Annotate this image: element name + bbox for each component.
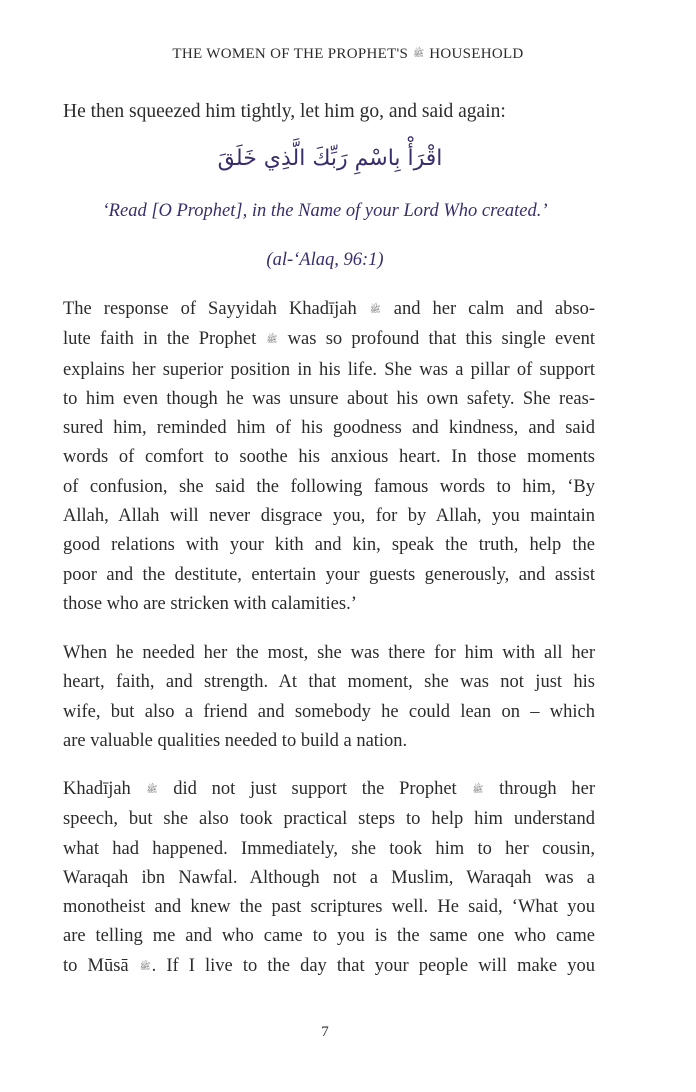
text-line: of confusion, she said the following famous words to him, ‘By [63, 476, 595, 497]
text-line: those who are stricken with calamities.’ [63, 593, 357, 614]
header-title-part2: HOUSEHOLD [429, 46, 524, 62]
text-line: words of comfort to soothe his anxious heart. In those moments [63, 447, 595, 468]
text-line: sured him, reminded him of his goodness and kindness, and said [63, 418, 595, 439]
text-line: are telling me and who came to you is the same one who came [63, 926, 595, 947]
text-line: Khadījah ﷺ did not just support the Prophet ﷺ through her [63, 775, 595, 805]
page-number: 7 [321, 1024, 329, 1040]
text-line: good relations with your kith and kin, speak the truth, help the [63, 535, 595, 556]
text-line: are valuable qualities needed to build a nation. [63, 730, 408, 751]
text-line: speech, but she also took practical steps to help him understand [63, 809, 595, 830]
honorific-glyph: ﷺ [413, 49, 425, 59]
text-line: Allah, Allah will never disgrace you, for by Allah, you maintain [63, 506, 595, 527]
text-line: poor and the destitute, entertain your guests generously, and assist [63, 564, 595, 585]
honorific-glyph: ﷺ [369, 305, 381, 315]
text-line: monotheist and knew the past scriptures well. He said, ‘What you [63, 897, 595, 918]
honorific-glyph: ﷺ [146, 785, 158, 795]
paragraph-waraqah [63, 775, 595, 982]
verse-citation: (al-‘Alaq, 96:1) [266, 250, 384, 270]
honorific-glyph: ﷺ [472, 785, 484, 795]
paragraph-khadijah-response [63, 295, 595, 619]
text-line: what had happened. Immediately, she took him to her cousin, [63, 838, 595, 859]
verse-translation: ‘Read [O Prophet], in the Name of your Lord Who created.’ [102, 201, 548, 221]
text-line: wife, but also a friend and somebody he could lean on – which [63, 701, 595, 722]
honorific-glyph: ﷺ [139, 961, 151, 972]
text-line: lute faith in the Prophet ﷺ was so profound that this single event [63, 325, 595, 355]
text-line: Waraqah ibn Nawfal. Although not a Muslim, Waraqah was a [63, 867, 595, 888]
header-title-part1: THE WOMEN OF THE PROPHET'S [172, 46, 409, 62]
paragraph-support [63, 639, 595, 756]
text-line: The response of Sayyidah Khadījah ﷺ and her calm and abso- [63, 295, 595, 325]
arabic-verse: اقْرَأْ بِاسْمِ رَبِّكَ الَّذِي خَلَقَ [217, 146, 443, 171]
text-line: When he needed her the most, she was there for him with all her [63, 643, 595, 663]
text-line: to him even though he was unsure about his own safety. She reas- [63, 388, 595, 409]
text-line: explains her superior position in his life. She was a pillar of support [63, 359, 595, 380]
text-line: to Mūsā ﷺ. If I live to the day that your people will make you [63, 952, 595, 982]
honorific-glyph: ﷺ [266, 335, 278, 346]
running-header [0, 46, 696, 63]
text-line: heart, faith, and strength. At that moment, she was not just his [63, 672, 595, 693]
intro-line: He then squeezed him tightly, let him go, and said again: [63, 101, 506, 122]
